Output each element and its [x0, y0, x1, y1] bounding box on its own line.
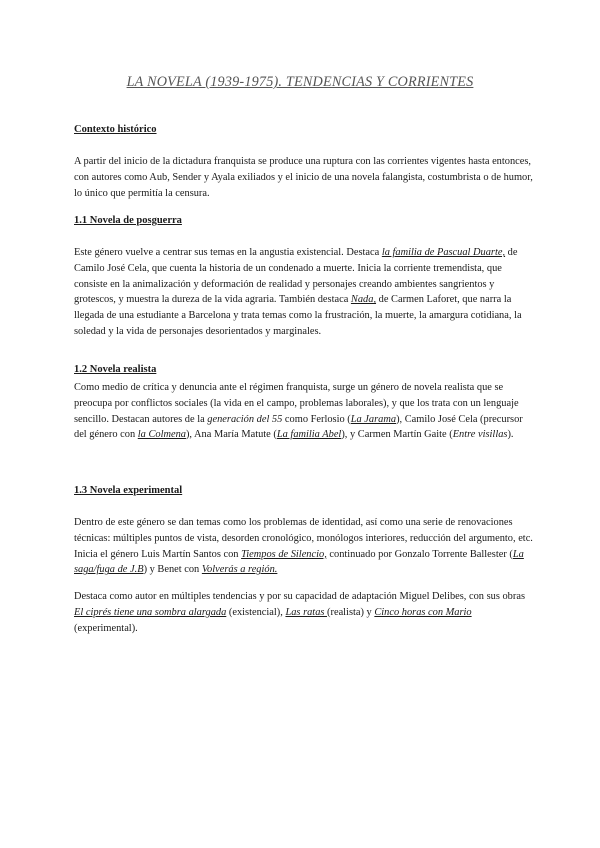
text-span: (realista) y	[327, 606, 375, 618]
paragraph-contexto: A partir del inicio de la dictadura franquista se produce una ruptura con las corrientes vigentes hasta entonces, con autores como Aub, Sender y Ayala exiliados y el inicio de una novela falangista, costumbrista o de humor, lo único que permitía la censura.	[74, 156, 533, 199]
paragraph-experimental-1	[74, 515, 534, 578]
text-span: ), Ana María Matute (	[185, 429, 277, 441]
heading-realista: 1.2 Novela realista	[74, 364, 157, 375]
text-span: continuado por Gonzalo Torrente Ballester (	[326, 548, 513, 560]
heading-experimental: 1.3 Novela experimental	[74, 485, 183, 496]
paragraph-experimental-2	[74, 589, 534, 636]
work-title-pascual-duarte: la familia de Pascual Duarte,	[381, 247, 506, 258]
heading-posguerra: 1.1 Novela de posguerra	[74, 215, 182, 226]
work-title-nada: Nada,	[350, 294, 377, 306]
work-title-tiempos-de-silencio: Tiempos de Silencio,	[241, 548, 327, 560]
work-title-el-cipres: El ciprés tiene una sombra alargada	[74, 606, 227, 618]
paragraph-posguerra	[74, 245, 534, 340]
work-title-cinco-horas-con-mario: Cinco horas con Mario	[374, 606, 472, 618]
text-span: Como medio de crítica y denuncia ante el régimen franquista, surge un género de novela realista que se preocupa por conflictos sociales (la vida en el campo, problemas laborales), y que los trata con un lenguaje sencillo. Destacan autores de la	[74, 382, 519, 425]
work-title-las-ratas: Las ratas	[285, 606, 328, 618]
work-title-volveras-a-region: Volverás a región.	[201, 564, 278, 576]
generation-label: generación del 55	[207, 413, 283, 425]
text-span: Dentro de este género se dan temas como los problemas de identidad, así como una serie de renovaciones técnicas: múltiples puntos de vista, desorden cronológico, monólogos interiores, reducción del argumento, etc. Inicia el género Luis Martín Santos con	[74, 517, 533, 560]
text-span: ).	[507, 429, 514, 441]
work-title-la-colmena: la Colmena	[137, 429, 186, 441]
work-title-la-jarama: La Jarama	[350, 413, 397, 425]
heading-contexto: Contexto histórico	[74, 124, 157, 135]
text-span: Este género vuelve a centrar sus temas en la angustia existencial. Destaca	[74, 247, 382, 258]
page-title: LA NOVELA (1939-1975). TENDENCIAS Y CORRIENTES	[126, 74, 474, 90]
text-span: ) y Benet con	[143, 564, 202, 576]
text-span: ), Camilo José Cela (precursor del género con	[74, 413, 523, 441]
work-title-la-familia-abel: La familia Abel	[276, 429, 342, 441]
text-span: ), y Carmen Martín Gaite (	[341, 429, 453, 441]
work-title-entre-visillas: Entre visillas	[452, 429, 508, 441]
text-span: como Ferlosio (	[282, 413, 351, 425]
text-span: (existencial),	[226, 606, 286, 618]
text-span: (experimental).	[74, 622, 138, 634]
text-span: Destaca como autor en múltiples tendencias y por su capacidad de adaptación Miguel Delibes, con sus obras	[74, 591, 525, 602]
text-span: de Carmen Laforet, que narra la llegada de una estudiante a Barcelona y trata temas como la frustración, la muerte, la amargura cotidiana, la soledad y la vida de personajes desorientados y marginales.	[74, 294, 522, 337]
work-title-saga-fuga: La saga/fuga de J.B	[74, 548, 524, 576]
paragraph-realista	[74, 380, 534, 443]
text-span: de Camilo José Cela, que cuenta la historia de un condenado a muerte. Inicia la corriente tremendista, que consiste en la animalización y deformación de realidad y personajes creando ambientes sangrientos y grotescos, y muestra la dureza de la vida agraria. También destaca	[74, 247, 518, 306]
